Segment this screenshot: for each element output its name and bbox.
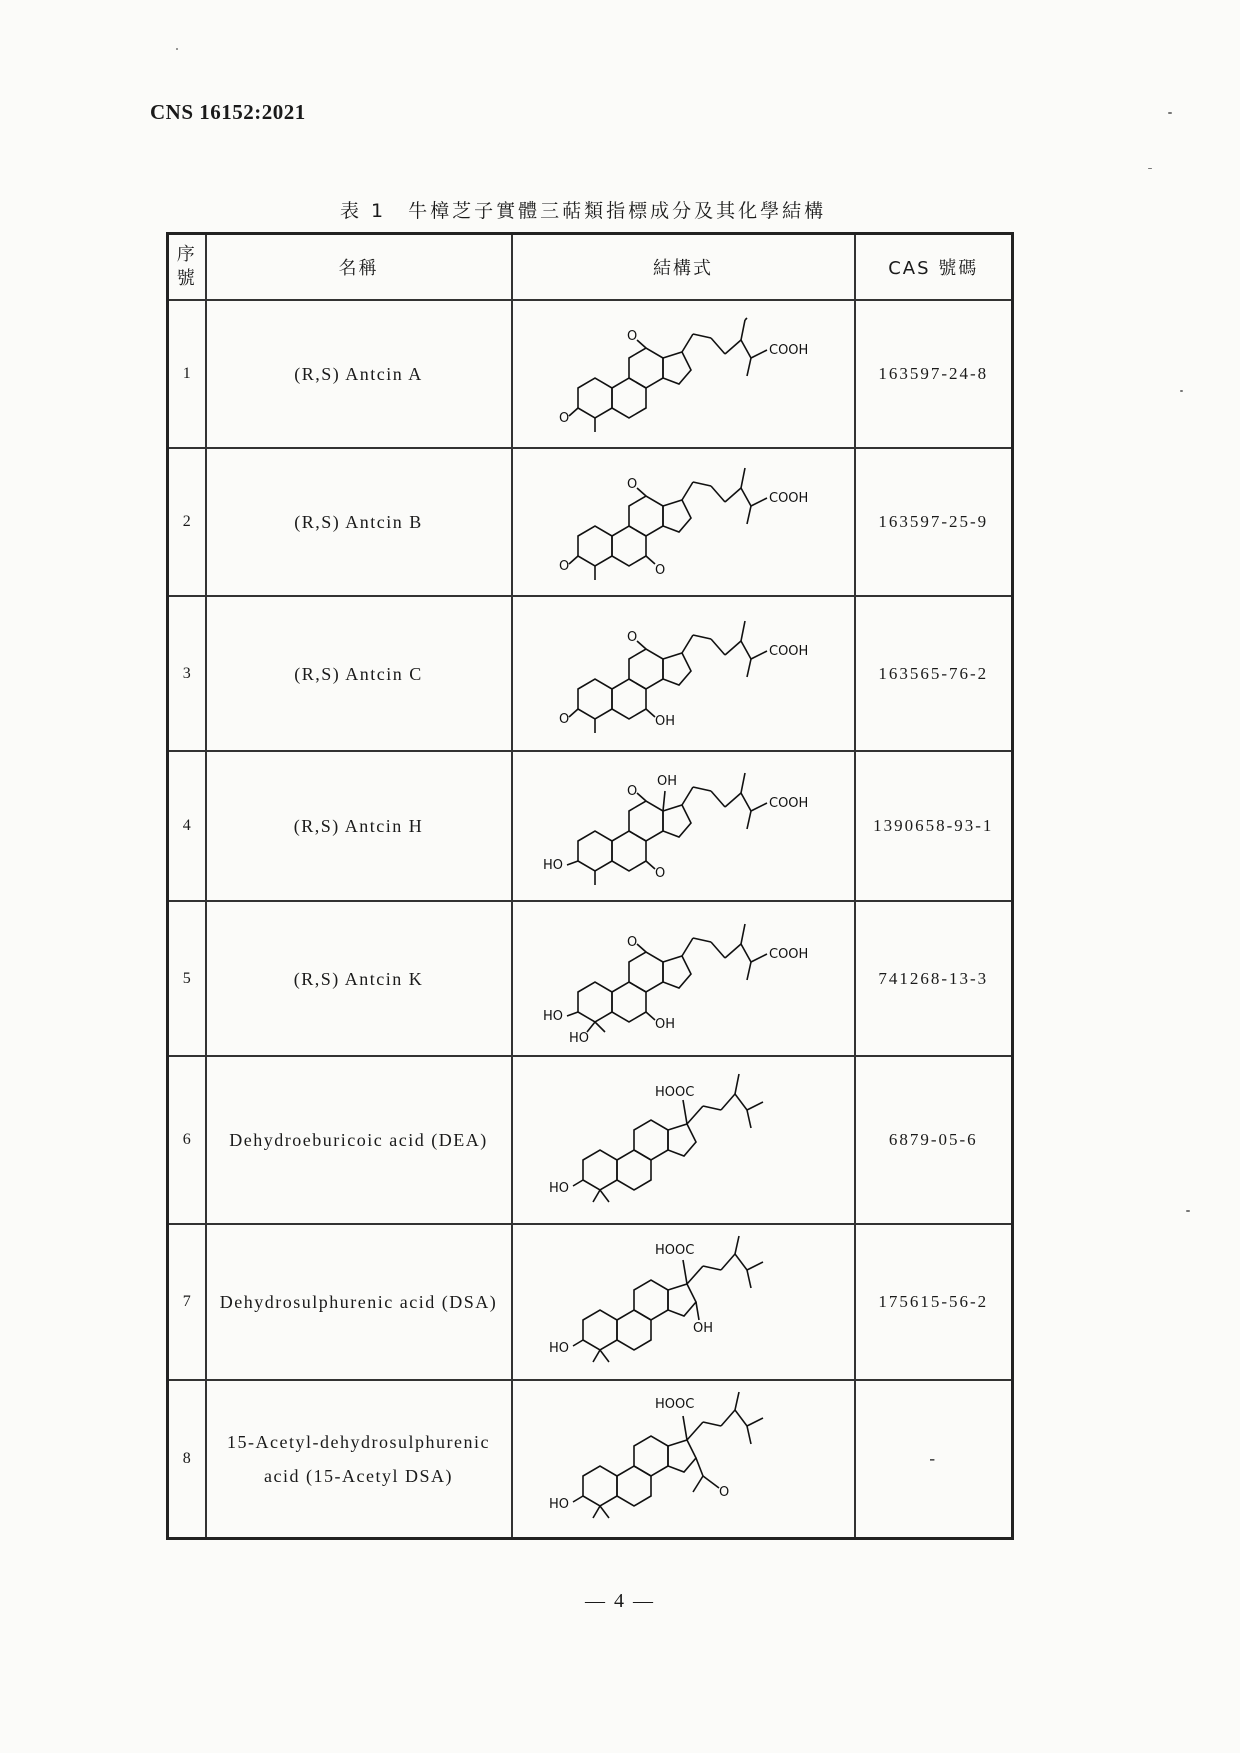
header-no: 序號 — [168, 234, 206, 301]
acid-label: HOOC — [655, 1243, 695, 1258]
cas-number: 163565-76-2 — [855, 596, 1013, 751]
table-header-row — [168, 234, 1013, 301]
acetyl-dsa-structure — [533, 1384, 833, 1534]
cas-number: 163597-25-9 — [855, 448, 1013, 596]
cas-number: - — [855, 1380, 1013, 1538]
compound-name: (R,S) Antcin B — [206, 448, 512, 596]
hydroxyl-label: HO — [549, 1181, 570, 1196]
antcin-c-structure — [533, 601, 833, 746]
hydroxyl-label: HO — [543, 858, 564, 873]
compound-name: Dehydroeburicoic acid (DEA) — [206, 1056, 512, 1224]
antcin-h-structure — [533, 755, 833, 897]
row-number: 3 — [168, 596, 206, 751]
triterpenoid-table — [166, 232, 1014, 1540]
ketone-label: O — [559, 712, 570, 727]
ketone-label: O — [719, 1484, 730, 1500]
hydroxyl-label: OH — [657, 774, 678, 789]
cas-number: 175615-56-2 — [855, 1224, 1013, 1380]
acid-label: HOOC — [655, 1396, 695, 1412]
ketone-label: O — [559, 411, 570, 426]
cas-number: 1390658-93-1 — [855, 751, 1013, 901]
cas-number: 6879-05-6 — [855, 1056, 1013, 1224]
hydroxyl-label: OH — [655, 714, 676, 729]
scan-speck — [1148, 168, 1152, 169]
ketone-label: O — [627, 630, 638, 645]
acid-label: COOH — [769, 644, 809, 659]
row-number: 6 — [168, 1056, 206, 1224]
ketone-label: O — [559, 559, 570, 574]
dsa-structure — [533, 1228, 833, 1376]
acid-label: HOOC — [655, 1085, 695, 1100]
antcin-b-structure — [533, 452, 833, 592]
ketone-label: O — [627, 477, 638, 492]
compound-name: 15-Acetyl-dehydrosulphurenic acid (15-Acetyl DSA) — [206, 1380, 512, 1538]
ketone-label: O — [627, 935, 638, 950]
table-row — [168, 1380, 1013, 1538]
scan-speck — [1186, 1210, 1190, 1212]
hydroxyl-label: OH — [693, 1321, 714, 1336]
table-row — [168, 1224, 1013, 1380]
compound-name: Dehydrosulphurenic acid (DSA) — [206, 1224, 512, 1380]
row-number: 1 — [168, 300, 206, 448]
structure-cell — [512, 300, 855, 448]
antcin-a-structure — [533, 304, 833, 444]
header-cas: CAS 號碼 — [855, 234, 1013, 301]
hydroxyl-label: HO — [549, 1341, 570, 1356]
antcin-k-structure — [533, 906, 833, 1051]
structure-cell — [512, 596, 855, 751]
structure-cell — [512, 1056, 855, 1224]
compound-name: (R,S) Antcin H — [206, 751, 512, 901]
ketone-label: O — [655, 563, 666, 578]
acid-label: COOH — [769, 491, 809, 506]
scan-speck — [1168, 112, 1172, 114]
cas-number: 163597-24-8 — [855, 300, 1013, 448]
structure-cell — [512, 1380, 855, 1538]
table-row — [168, 448, 1013, 596]
document-code: CNS 16152:2021 — [150, 100, 306, 124]
acid-label: COOH — [769, 343, 809, 358]
acid-label: COOH — [769, 796, 809, 811]
page-number: — 4 — — [585, 1590, 655, 1612]
hydroxyl-label: OH — [655, 1017, 676, 1032]
acid-label: COOH — [769, 947, 809, 962]
compound-name: (R,S) Antcin A — [206, 300, 512, 448]
ketone-label: O — [655, 866, 666, 881]
table-caption: 表 1 牛樟芝子實體三萜類指標成分及其化學結構 — [340, 200, 827, 222]
compound-name: (R,S) Antcin K — [206, 901, 512, 1056]
table-row — [168, 596, 1013, 751]
row-number: 8 — [168, 1380, 206, 1538]
row-number: 4 — [168, 751, 206, 901]
ketone-label: O — [627, 329, 638, 344]
header-name: 名稱 — [206, 234, 512, 301]
structure-cell — [512, 1224, 855, 1380]
scan-speck — [1180, 390, 1183, 392]
dea-structure — [533, 1060, 833, 1220]
hydroxyl-label: HO — [569, 1031, 590, 1046]
table-row — [168, 751, 1013, 901]
table-row — [168, 300, 1013, 448]
row-number: 2 — [168, 448, 206, 596]
row-number: 5 — [168, 901, 206, 1056]
table-row — [168, 1056, 1013, 1224]
ketone-label: O — [627, 784, 638, 799]
hydroxyl-label: HO — [543, 1009, 564, 1024]
hydroxyl-label: HO — [549, 1496, 570, 1512]
cas-number: 741268-13-3 — [855, 901, 1013, 1056]
compound-name: (R,S) Antcin C — [206, 596, 512, 751]
structure-cell — [512, 901, 855, 1056]
structure-cell — [512, 448, 855, 596]
table-row — [168, 901, 1013, 1056]
scan-speck — [176, 48, 178, 50]
header-structure: 結構式 — [512, 234, 855, 301]
row-number: 7 — [168, 1224, 206, 1380]
structure-cell — [512, 751, 855, 901]
